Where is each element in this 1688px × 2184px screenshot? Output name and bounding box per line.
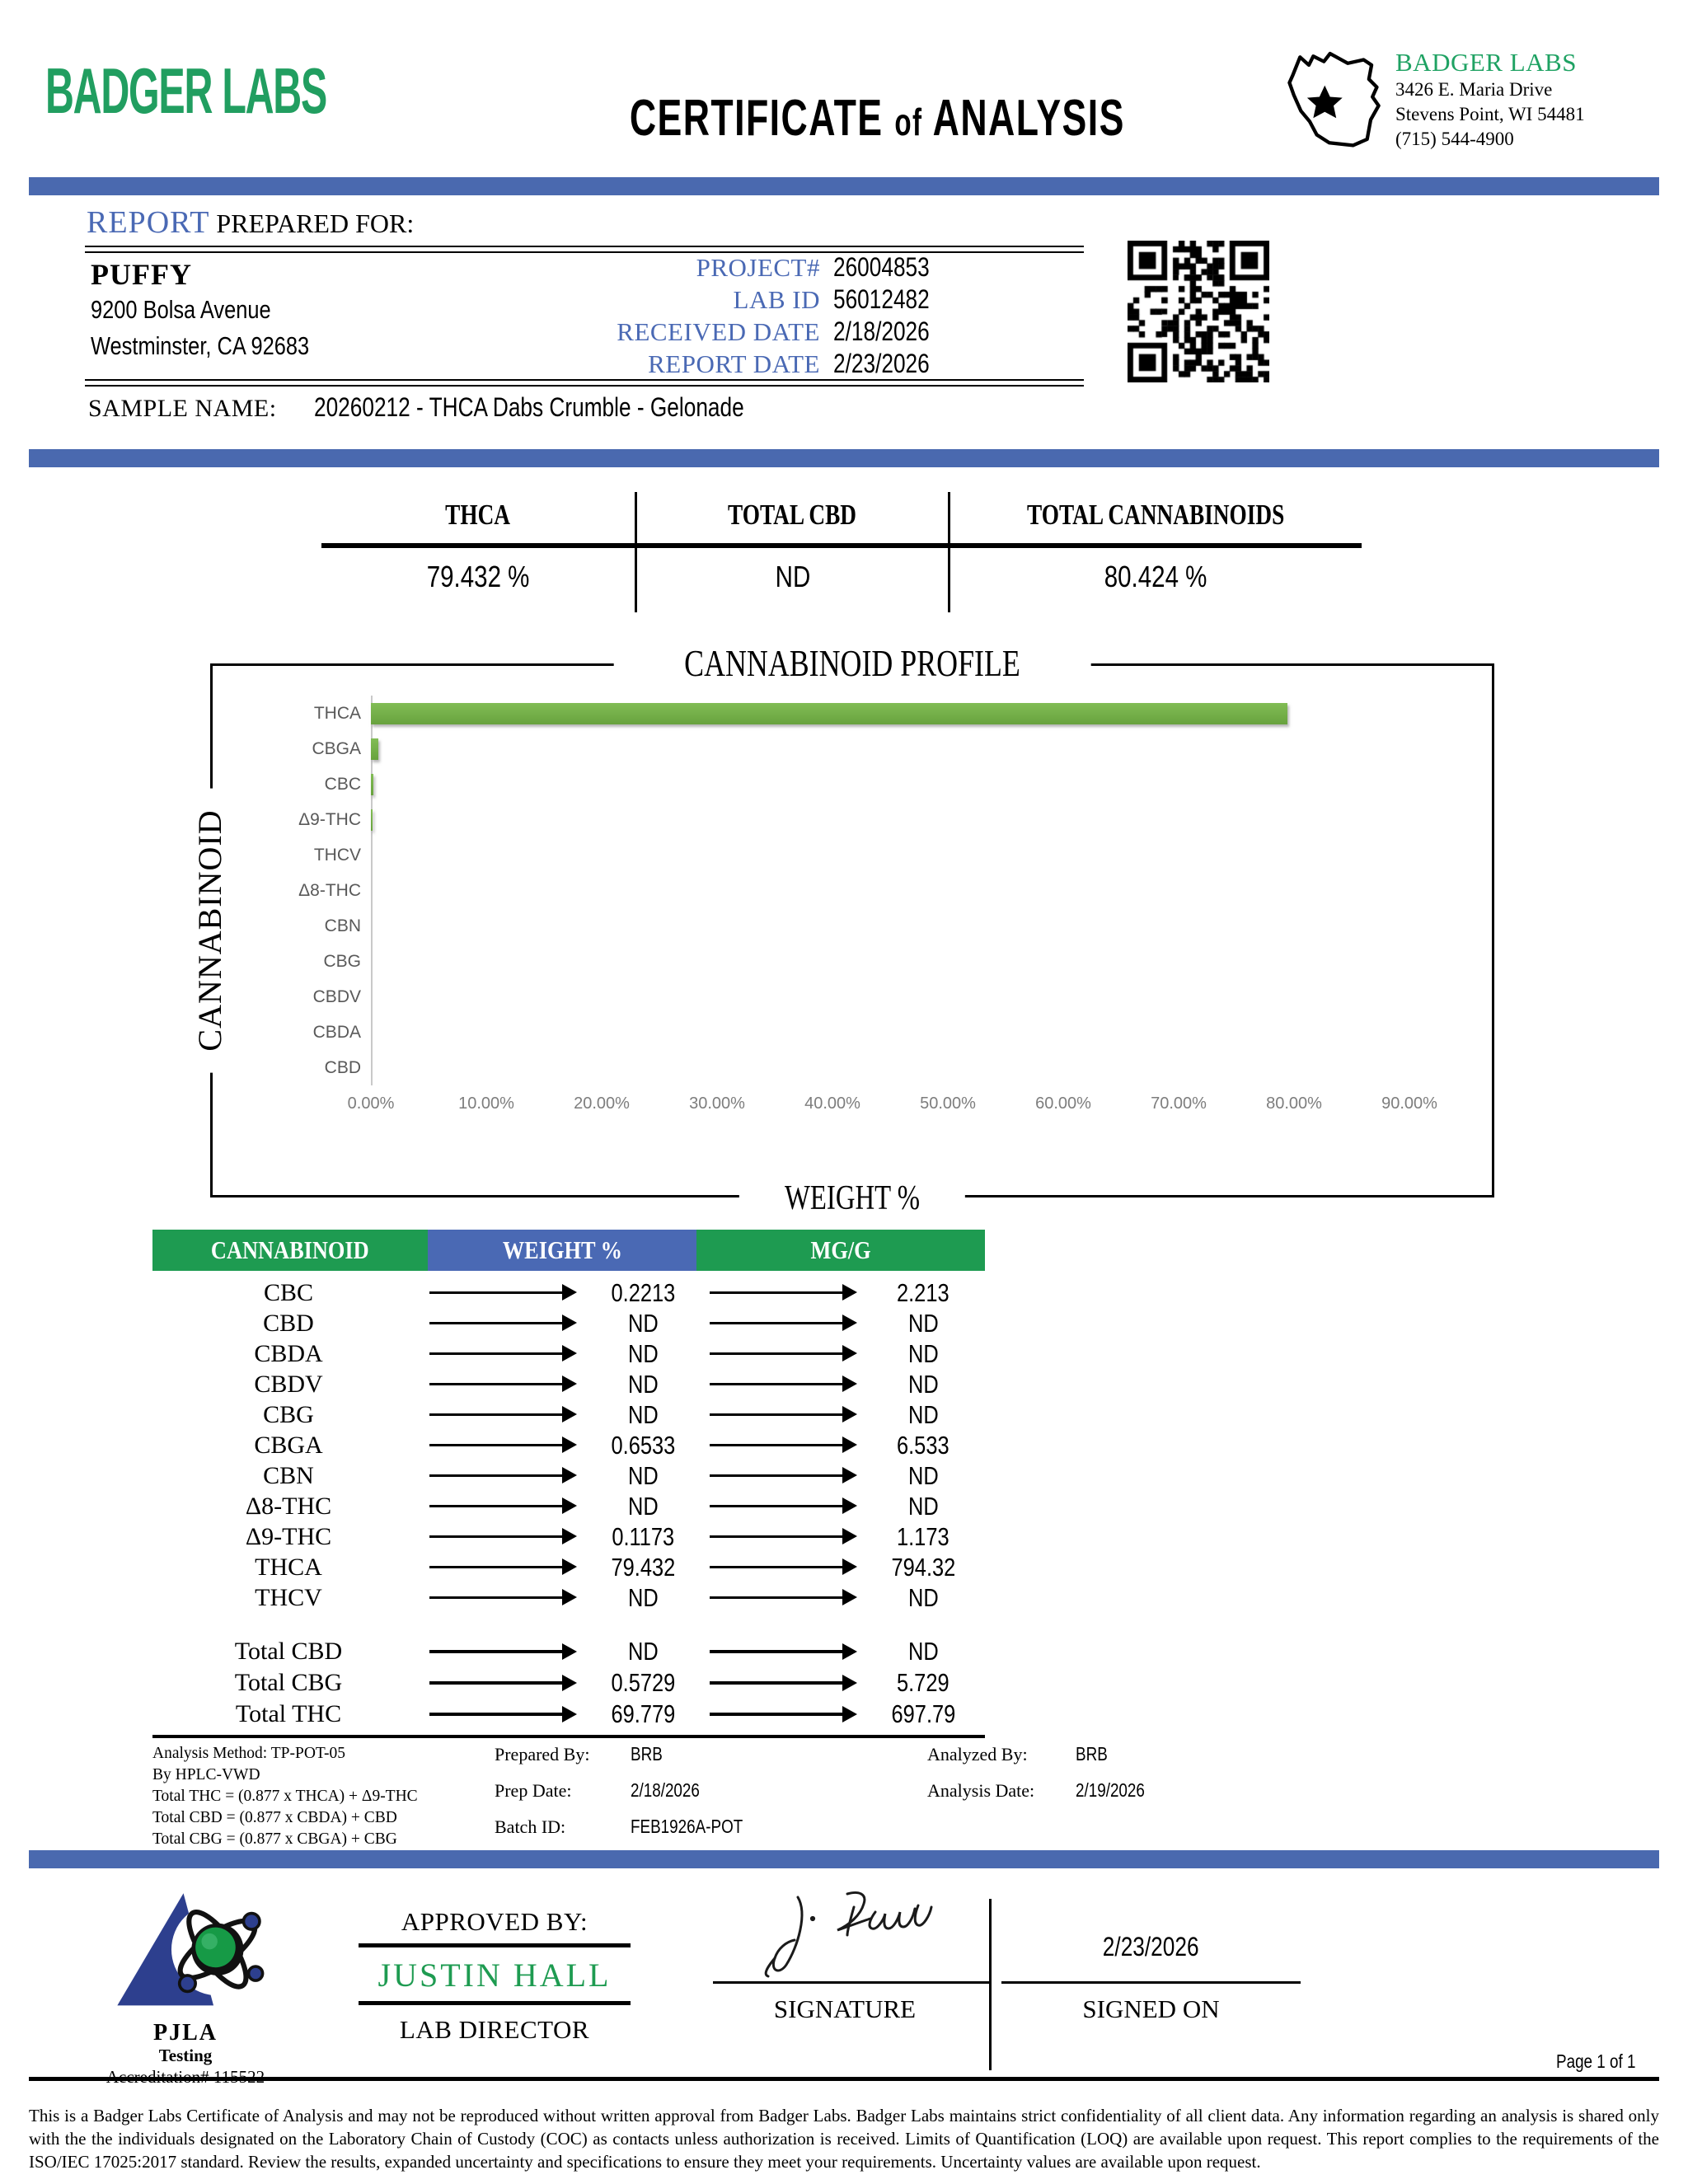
- vertical-divider: [989, 1899, 992, 2070]
- accreditation-block: [82, 1887, 288, 2088]
- divider-bar: [29, 449, 1659, 467]
- chart-axis-tick: 60.00%: [1035, 1094, 1091, 1113]
- client-address-1: 9200 Bolsa Avenue: [91, 295, 271, 324]
- approved-by-block: [301, 1907, 688, 2045]
- divider-line: [85, 379, 1084, 387]
- signed-on-block: [1001, 1881, 1301, 2046]
- weight-value: ND: [627, 1338, 659, 1368]
- table-row: [152, 1399, 985, 1430]
- chart-title: CANNABINOID PROFILE: [614, 641, 1091, 685]
- chart-axis-tick: 20.00%: [574, 1094, 630, 1113]
- analyzed-by-label: Analyzed By:: [927, 1744, 1028, 1765]
- chart-row: [213, 802, 1485, 837]
- table-row: [152, 1699, 985, 1730]
- divider-line: [359, 1943, 631, 1947]
- mgg-value: ND: [907, 1460, 939, 1490]
- arrow-icon: [710, 1535, 843, 1539]
- arrow-icon: [710, 1681, 843, 1685]
- accreditation-org: PJLA: [153, 2020, 218, 2046]
- title-part-2: ANALYSIS: [932, 90, 1125, 147]
- disclaimer-text: This is a Badger Labs Certificate of Analysis and may not be reproduced without written approval from Badger Labs. Badger Labs maintains strict confidentiality of all client data. Any information regarding an analysis is shared only with the the individuals designated on the Laboratory Chain of Custody (COC) as contacts unless authorization is received. Limits of Quantification (LOQ) are available upon request. This report complies to the requirements of the ISO/IEC 17025:2017 standard. Review the results, expanded uncertainty and specifications to ensure they meet your requirements. Uncertainty values are available upon request.: [29, 2106, 1659, 2172]
- signature-label: SIGNATURE: [773, 1994, 917, 2023]
- signature-scribble-icon: [750, 1882, 948, 1980]
- arrow-icon: [710, 1352, 843, 1356]
- divider-line: [359, 2001, 631, 2005]
- signature-block: [701, 1881, 989, 2046]
- chart-category-label: Δ9-THC: [298, 809, 361, 829]
- arrow-icon: [710, 1713, 843, 1716]
- lab-phone: (715) 544-4900: [1395, 129, 1514, 149]
- prepared-by-label: Prepared By:: [495, 1744, 590, 1765]
- report-field-value: 2/23/2026: [833, 349, 930, 378]
- prep-date-label: Prep Date:: [495, 1780, 572, 1801]
- table-row: [152, 1430, 985, 1460]
- mgg-value: ND: [907, 1491, 939, 1521]
- report-field-label: LAB ID: [733, 285, 820, 314]
- arrow-icon: [710, 1444, 843, 1447]
- chart-row: [213, 696, 1485, 731]
- mgg-value: 6.533: [897, 1430, 950, 1460]
- lab-name: BADGER LABS: [1395, 48, 1577, 77]
- summary-value: ND: [635, 548, 950, 612]
- mgg-value: ND: [907, 1338, 939, 1368]
- lab-address-block: [1272, 41, 1659, 177]
- sample-name-row: [88, 392, 838, 423]
- chart-axis-tick: 50.00%: [920, 1094, 976, 1113]
- weight-value: 69.779: [611, 1699, 675, 1728]
- table-gap: [152, 1613, 985, 1636]
- mgg-value: 697.79: [891, 1699, 955, 1728]
- chart-category-label: CBGA: [312, 738, 361, 758]
- summary-header: THCA: [321, 492, 635, 548]
- results-table-body: [152, 1277, 985, 1613]
- page-number: Page 1 of 1: [1556, 2050, 1636, 2072]
- weight-value: ND: [627, 1369, 659, 1399]
- results-table-header: [152, 1230, 985, 1271]
- analyzed-by-value: BRB: [1076, 1743, 1108, 1765]
- mgg-value: 794.32: [891, 1552, 955, 1582]
- results-header-cell: WEIGHT %: [428, 1230, 696, 1271]
- arrow-icon: [710, 1596, 843, 1600]
- summary-header: TOTAL CBD: [635, 492, 950, 548]
- sample-name-value: 20260212 - THCA Dabs Crumble - Gelonade: [313, 392, 744, 422]
- table-row: [152, 1369, 985, 1399]
- cannabinoid-name: THCA: [255, 1553, 322, 1581]
- mgg-value: 1.173: [897, 1521, 950, 1551]
- weight-value: ND: [627, 1637, 659, 1666]
- arrow-icon: [429, 1352, 563, 1356]
- chart-axis-tick: 80.00%: [1266, 1094, 1322, 1113]
- arrow-icon: [429, 1505, 563, 1508]
- cannabinoid-name: Δ8-THC: [245, 1492, 332, 1520]
- cannabinoid-name: CBD: [263, 1309, 314, 1337]
- method-line: By HPLC-VWD: [152, 1766, 260, 1783]
- chart-row: [213, 944, 1485, 979]
- chart-axis-tick: 70.00%: [1151, 1094, 1207, 1113]
- table-row: [152, 1552, 985, 1582]
- results-table-totals: [152, 1636, 985, 1730]
- chart-axis-tick: 30.00%: [689, 1094, 745, 1113]
- weight-value: 0.1173: [612, 1521, 674, 1551]
- cannabinoid-name: CBGA: [254, 1431, 323, 1459]
- arrow-icon: [429, 1596, 563, 1600]
- brand-name: BADGER LABS: [45, 54, 327, 127]
- mgg-value: ND: [907, 1637, 939, 1666]
- cannabinoid-profile-chart: [191, 642, 1494, 1217]
- accreditation-sub: Testing: [158, 2046, 213, 2065]
- chart-bar: [371, 809, 373, 831]
- signature-line: [713, 1981, 989, 1984]
- arrow-icon: [710, 1505, 843, 1508]
- arrow-icon: [429, 1681, 563, 1685]
- chart-category-label: CBDA: [312, 1022, 361, 1042]
- brand-logo: [45, 41, 482, 177]
- chart-row: [213, 837, 1485, 873]
- client-block: [91, 257, 357, 364]
- document-title: [482, 89, 1272, 177]
- prepared-for-text: PREPARED FOR:: [216, 209, 415, 238]
- mgg-value: ND: [907, 1308, 939, 1338]
- arrow-icon: [429, 1383, 563, 1386]
- client-address-2: Westminster, CA 92683: [91, 331, 310, 360]
- results-header-cell: MG/G: [696, 1230, 985, 1271]
- title-part-of: of: [894, 101, 923, 143]
- table-row: [152, 1521, 985, 1552]
- report-prepared-for-heading: [87, 204, 414, 241]
- weight-value: ND: [627, 1460, 659, 1490]
- table-row: [152, 1460, 985, 1491]
- sample-name-label: SAMPLE NAME:: [88, 395, 277, 422]
- approver-name: JUSTIN HALL: [377, 1957, 612, 1994]
- report-field-label: RECEIVED DATE: [617, 317, 820, 346]
- arrow-icon: [710, 1566, 843, 1569]
- chart-y-axis-label: CANNABINOID: [190, 788, 229, 1072]
- chart-bar: [371, 774, 373, 795]
- chart-row: [213, 873, 1485, 908]
- results-table: [152, 1230, 1145, 1872]
- chart-category-label: CBG: [323, 951, 361, 971]
- chart-x-ticks: [213, 1094, 1492, 1119]
- arrow-icon: [429, 1474, 563, 1478]
- weight-value: ND: [627, 1491, 659, 1521]
- chart-axis-tick: 10.00%: [458, 1094, 514, 1113]
- summary-value: 80.424 %: [1104, 560, 1207, 593]
- weight-value: ND: [627, 1399, 659, 1429]
- arrow-icon: [429, 1650, 563, 1653]
- approval-section: [29, 1881, 1659, 2085]
- divider-bar: [29, 177, 1659, 195]
- table-row: [152, 1636, 985, 1667]
- table-bottom-line: [152, 1735, 985, 1738]
- mgg-value: 5.729: [897, 1668, 950, 1697]
- chart-row: [213, 979, 1485, 1015]
- analysis-date-label: Analysis Date:: [927, 1780, 1035, 1801]
- chart-category-label: CBC: [324, 774, 361, 794]
- weight-value: 0.6533: [611, 1430, 675, 1460]
- divider-bar: [29, 1850, 1659, 1868]
- signed-on-date: 2/23/2026: [1103, 1932, 1199, 1961]
- method-line: Total THC = (0.877 x THCA) + Δ9-THC: [152, 1788, 418, 1805]
- cannabinoid-name: CBDA: [254, 1339, 323, 1367]
- chart-axis-tick: 40.00%: [804, 1094, 860, 1113]
- chart-category-label: CBDV: [312, 987, 361, 1006]
- signed-on-line: [1001, 1981, 1301, 1984]
- batch-id-label: Batch ID:: [495, 1816, 566, 1837]
- batch-id-value: FEB1926A-POT: [631, 1816, 743, 1837]
- signed-on-label: SIGNED ON: [1082, 1994, 1220, 2023]
- lab-address-1: 3426 E. Maria Drive: [1395, 79, 1553, 100]
- chart-row: [213, 766, 1485, 802]
- summary-value: 79.432 %: [426, 560, 530, 593]
- lab-address-2: Stevens Point, WI 54481: [1395, 104, 1585, 124]
- table-row: [152, 1667, 985, 1699]
- report-field-row: [495, 316, 989, 349]
- report-field-label: REPORT DATE: [648, 349, 820, 378]
- arrow-icon: [710, 1291, 843, 1295]
- chart-category-label: THCA: [313, 703, 361, 723]
- chart-category-label: CBN: [324, 916, 361, 935]
- footer-line: [29, 2077, 1659, 2081]
- arrow-icon: [429, 1713, 563, 1716]
- report-field-value: 2/18/2026: [833, 316, 930, 346]
- report-field-row: [495, 284, 989, 316]
- arrow-icon: [429, 1535, 563, 1539]
- method-line: Analysis Method: TP-POT-05: [152, 1745, 346, 1762]
- arrow-icon: [710, 1322, 843, 1325]
- qr-code: [1128, 241, 1269, 382]
- chart-row: [213, 908, 1485, 944]
- summary-header: TOTAL CANNABINOIDS: [950, 492, 1362, 548]
- table-row: [152, 1308, 985, 1338]
- report-field-row: [495, 349, 989, 381]
- title-part-1: CERTIFICATE: [629, 90, 884, 147]
- cannabinoid-name: CBN: [263, 1461, 314, 1489]
- arrow-icon: [710, 1650, 843, 1653]
- header: [45, 41, 1659, 177]
- arrow-icon: [429, 1566, 563, 1569]
- prepared-by-value: BRB: [631, 1743, 663, 1765]
- arrow-icon: [710, 1413, 843, 1417]
- chart-axis-tick: 0.00%: [347, 1094, 395, 1113]
- report-field-row: [495, 252, 989, 284]
- analysis-date-value: 2/19/2026: [1076, 1779, 1145, 1801]
- chart-category-label: CBD: [324, 1057, 361, 1077]
- approved-by-label: APPROVED BY:: [401, 1907, 588, 1936]
- cannabinoid-name: CBG: [263, 1400, 314, 1428]
- cannabinoid-name: THCV: [255, 1583, 322, 1611]
- weight-value: ND: [627, 1582, 659, 1612]
- table-row: [152, 1582, 985, 1613]
- arrow-icon: [429, 1291, 563, 1295]
- prep-date-value: 2/18/2026: [631, 1779, 700, 1801]
- table-row: [152, 1491, 985, 1521]
- chart-row: [213, 1015, 1485, 1050]
- chart-x-axis-label: WEIGHT %: [739, 1179, 965, 1218]
- arrow-icon: [429, 1444, 563, 1447]
- chart-row: [213, 731, 1485, 766]
- arrow-icon: [710, 1474, 843, 1478]
- arrow-icon: [429, 1322, 563, 1325]
- chart-row: [213, 1050, 1485, 1085]
- report-field-label: PROJECT#: [696, 253, 820, 282]
- weight-value: ND: [627, 1308, 659, 1338]
- results-header-cell: CANNABINOID: [152, 1230, 428, 1271]
- mgg-value: ND: [907, 1399, 939, 1429]
- cannabinoid-name: CBDV: [254, 1370, 323, 1398]
- method-line: Total CBD = (0.877 x CBDA) + CBD: [152, 1809, 397, 1826]
- method-line: Total CBG = (0.877 x CBGA) + CBG: [152, 1830, 397, 1848]
- cannabinoid-name: Total CBG: [234, 1669, 343, 1696]
- potency-summary: [321, 492, 1362, 612]
- report-fields: [495, 252, 989, 381]
- table-row: [152, 1338, 985, 1369]
- pjla-logo-icon: [103, 1887, 268, 2018]
- arrow-icon: [710, 1383, 843, 1386]
- report-field-value: 26004853: [833, 252, 930, 282]
- cannabinoid-name: Total CBD: [234, 1638, 343, 1665]
- approver-title: LAB DIRECTOR: [399, 2015, 590, 2044]
- chart-category-label: Δ8-THC: [298, 880, 361, 900]
- client-name: PUFFY: [91, 258, 192, 291]
- chart-bar: [371, 738, 378, 760]
- chart-axis-tick: 90.00%: [1381, 1094, 1437, 1113]
- report-word: REPORT: [87, 205, 210, 240]
- chart-plot-area: [213, 696, 1485, 1085]
- cannabinoid-name: Total THC: [235, 1700, 342, 1727]
- wisconsin-map-icon: [1272, 41, 1395, 165]
- report-field-value: 56012482: [833, 284, 930, 314]
- mgg-value: 2.213: [897, 1277, 950, 1307]
- mgg-value: ND: [907, 1582, 939, 1612]
- cannabinoid-name: CBC: [263, 1278, 314, 1306]
- weight-value: 0.2213: [611, 1277, 675, 1307]
- chart-bar: [371, 703, 1287, 724]
- chart-category-label: THCV: [313, 845, 361, 865]
- table-row: [152, 1277, 985, 1308]
- cannabinoid-name: Δ9-THC: [245, 1522, 332, 1550]
- weight-value: 0.5729: [611, 1668, 675, 1697]
- arrow-icon: [429, 1413, 563, 1417]
- weight-value: 79.432: [611, 1552, 675, 1582]
- mgg-value: ND: [907, 1369, 939, 1399]
